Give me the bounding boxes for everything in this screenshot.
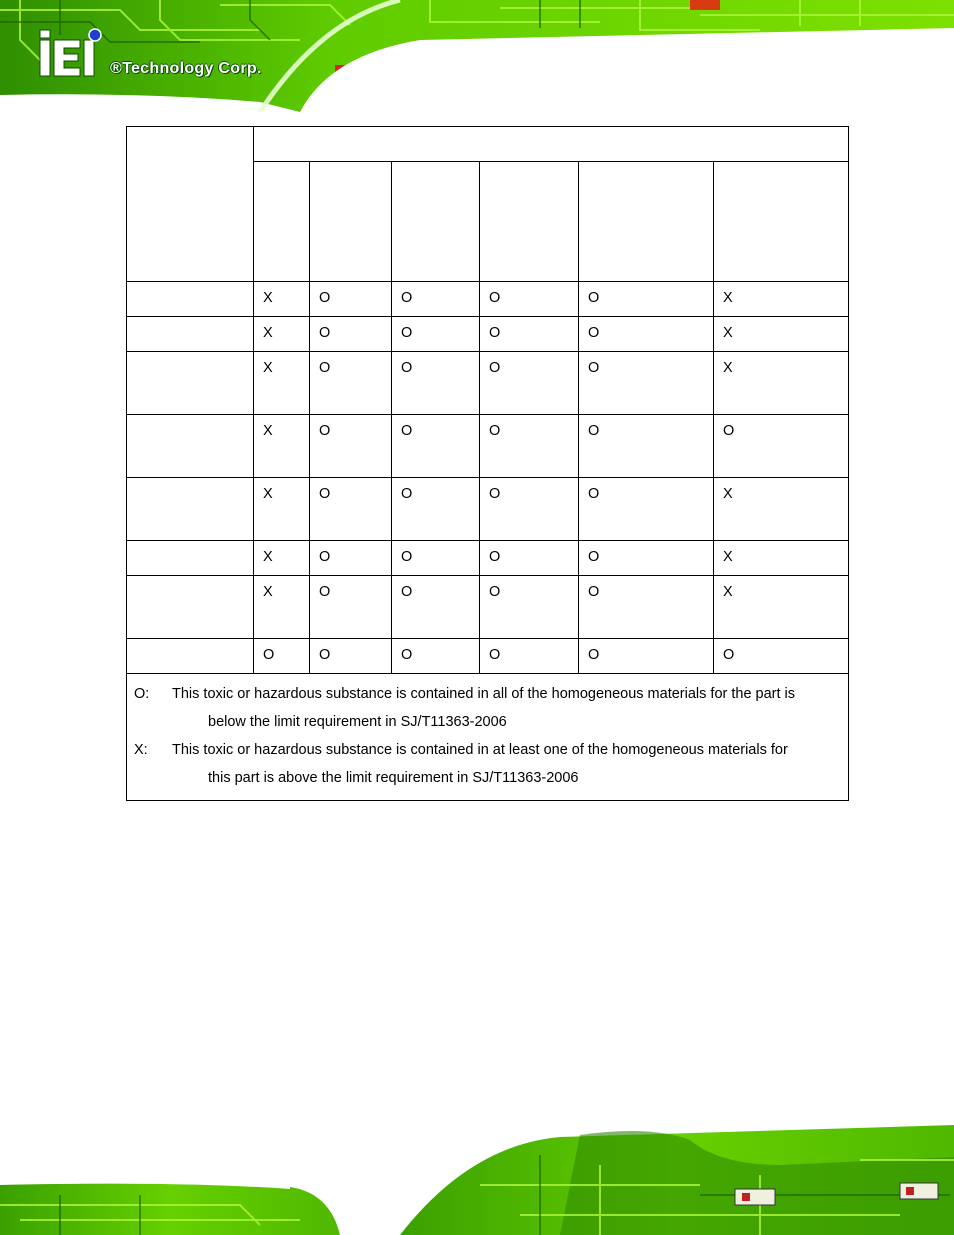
table-cell: X: [714, 541, 849, 576]
table-row: [127, 415, 849, 478]
table-cell: O: [579, 639, 714, 674]
table-cell: O: [392, 478, 480, 541]
part-name-cell: [127, 352, 254, 415]
part-name-cell: [127, 639, 254, 674]
table-cell: O: [392, 415, 480, 478]
part-name-header-cell: [127, 127, 254, 282]
table-cell: O: [480, 282, 579, 317]
table-cell: O: [480, 478, 579, 541]
table-cell: O: [392, 282, 480, 317]
substance-header-cell: [310, 162, 392, 282]
table-row: [127, 282, 849, 317]
table-cell: O: [480, 415, 579, 478]
note-text-continued: this part is above the limit requirement in SJ/T11363-2006: [208, 770, 579, 786]
brand-text: ®Technology Corp.: [110, 60, 262, 77]
part-name-cell: [127, 282, 254, 317]
table-cell: X: [254, 352, 310, 415]
substance-header-cell: [714, 162, 849, 282]
table-cell: O: [254, 639, 310, 674]
iei-logo-mark: [36, 28, 106, 78]
table-cell: O: [480, 639, 579, 674]
table-cell: O: [310, 478, 392, 541]
table-cell: O: [480, 541, 579, 576]
table-cell: O: [579, 352, 714, 415]
note-text: This toxic or hazardous substance is contained in at least one of the homogeneous materials for: [172, 742, 788, 758]
substances-header-cell: [254, 127, 849, 162]
table-row: [127, 478, 849, 541]
legend-note-x: [134, 736, 842, 792]
table-cell: O: [579, 282, 714, 317]
notes-row: [127, 674, 849, 801]
table-cell: O: [310, 541, 392, 576]
table-cell: X: [254, 576, 310, 639]
table-cell: O: [579, 415, 714, 478]
hazardous-substances-table: [126, 126, 849, 801]
table-cell: O: [579, 478, 714, 541]
table-cell: X: [254, 282, 310, 317]
legend-notes: [127, 674, 849, 801]
table-header-row: [127, 127, 849, 162]
substance-header-cell: [392, 162, 480, 282]
table-cell: X: [254, 415, 310, 478]
note-text-continued: below the limit requirement in SJ/T11363-2006: [208, 714, 507, 730]
note-key: O:: [134, 686, 150, 702]
legend-note-o: [134, 680, 842, 736]
table-row: [127, 352, 849, 415]
table-cell: O: [310, 415, 392, 478]
table-cell: O: [480, 352, 579, 415]
substance-header-cell: [579, 162, 714, 282]
table-row: [127, 639, 849, 674]
header-banner: [0, 0, 954, 112]
table-cell: O: [310, 282, 392, 317]
table-row: [127, 576, 849, 639]
table-row: [127, 317, 849, 352]
table-cell: O: [714, 415, 849, 478]
table-cell: X: [714, 576, 849, 639]
substance-header-cell: [480, 162, 579, 282]
table-cell: X: [714, 282, 849, 317]
table-cell: O: [392, 576, 480, 639]
table-cell: O: [480, 317, 579, 352]
table-cell: X: [254, 478, 310, 541]
table-cell: O: [579, 541, 714, 576]
table-cell: X: [254, 317, 310, 352]
circuit-board-graphic: [0, 1125, 954, 1235]
part-name-cell: [127, 576, 254, 639]
part-name-cell: [127, 478, 254, 541]
table-cell: X: [714, 317, 849, 352]
note-key: X:: [134, 742, 148, 758]
circuit-board-graphic: [0, 0, 954, 112]
company-logo: [36, 28, 106, 83]
table-cell: O: [392, 352, 480, 415]
table-cell: O: [310, 576, 392, 639]
part-name-cell: [127, 541, 254, 576]
table-cell: O: [310, 639, 392, 674]
substance-header-cell: [254, 162, 310, 282]
table-cell: O: [310, 352, 392, 415]
table-cell: O: [392, 541, 480, 576]
table-cell: O: [392, 639, 480, 674]
footer-banner: [0, 1125, 954, 1235]
table-cell: X: [714, 352, 849, 415]
table-row: [127, 541, 849, 576]
table-cell: O: [310, 317, 392, 352]
table-cell: O: [579, 317, 714, 352]
note-text: This toxic or hazardous substance is contained in all of the homogeneous materials for the part is: [172, 686, 796, 702]
table-cell: X: [254, 541, 310, 576]
table-cell: O: [579, 576, 714, 639]
table-cell: X: [714, 478, 849, 541]
table-cell: O: [480, 576, 579, 639]
part-name-cell: [127, 317, 254, 352]
part-name-cell: [127, 415, 254, 478]
table-cell: O: [714, 639, 849, 674]
table-cell: O: [392, 317, 480, 352]
